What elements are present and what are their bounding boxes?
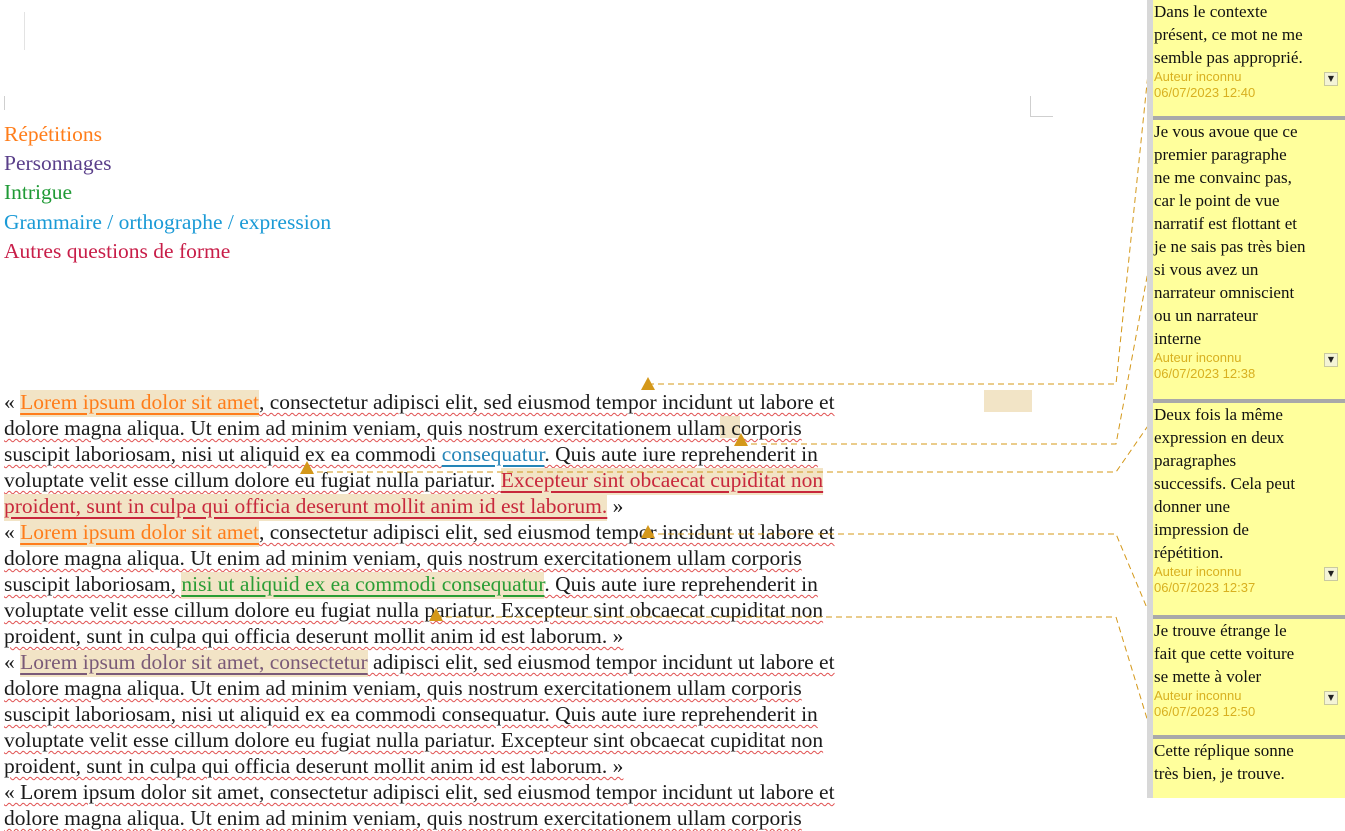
comment-date: 06/07/2023 12:38 [1154,366,1256,381]
comment-date: 06/07/2023 12:37 [1154,580,1256,595]
comment-text: Deux fois la même expression en deux paragraphes successifs. Cela peut donner une impression de répétition. [1154,405,1296,562]
comment-anchor-text[interactable]: Lorem ipsum dolor sit amet, consectetur [20,650,368,677]
comment-anchor-marker[interactable] [300,461,314,474]
comment-author: Auteur inconnu ▼ [1153,69,1345,85]
paragraph-2-line-1: « Lorem ipsum dolor sit amet, consectetur adipisci elit, sed eiusmod tempor incidunt ut labore et [4,519,835,545]
comment-anchor-marker[interactable] [429,608,443,621]
legend-autres: Autres questions de forme [4,239,231,263]
comment-card[interactable] [1153,120,1345,399]
comment-sidebar [1147,0,1345,798]
comment-text: Je vous avoue que ce premier paragraphe ne me convainc pas, car le point de vue narratif est flottant et je ne sais pas très bien si vous avez un narrateur omniscient ou un narrateur interne [1154,122,1306,348]
comment-anchor-text[interactable]: consequatur [441,442,545,466]
paragraph-2-line-2: dolore magna aliqua. Ut enim ad minim veniam, quis nostrum exercitationem ullam corporis [4,546,802,570]
comment-anchor-marker[interactable] [641,377,655,390]
paragraph-3-line-3: suscipit laboriosam, nisi ut aliquid ex ea commodi consequatur. Quis aute iure reprehenderit in [4,702,818,726]
chevron-down-icon[interactable]: ▼ [1324,72,1338,86]
paragraph-3-line-5: proident, sunt in culpa qui officia deserunt mollit anim id est laborum. » [4,754,624,778]
paragraph-3-line-1: « Lorem ipsum dolor sit amet, consectetur adipisci elit, sed eiusmod tempor incidunt ut labore et [4,649,835,675]
paragraph-1-line-4: voluptate velit esse cillum dolore eu fugiat nulla pariatur. Excepteur sint obcaecat cupiditat non [4,467,823,493]
paragraph-3-line-2: dolore magna aliqua. Ut enim ad minim veniam, quis nostrum exercitationem ullam corporis [4,676,802,700]
comment-text: Dans le contexte présent, ce mot ne me semble pas approprié. [1154,2,1303,67]
paragraph-4-line-2: dolore magna aliqua. Ut enim ad minim veniam, quis nostrum exercitationem ullam corporis [4,806,802,830]
page-margin-corner-left [4,96,5,110]
legend-repetitions: Répétitions [4,122,102,146]
comment-anchor-text[interactable]: nisi ut aliquid ex ea commodi consequatur [181,572,544,599]
paragraph-3-line-4: voluptate velit esse cillum dolore eu fugiat nulla pariatur. Excepteur sint obcaecat cupiditat non [4,728,824,752]
paragraph-2-line-4: voluptate velit esse cillum dolore eu fugiat nulla pariatur. Excepteur sint obcaecat cupiditat non [4,598,824,622]
comment-anchor-text[interactable]: Excepteur sint obcaecat cupiditat non [501,468,823,495]
paragraph-4-line-1: « Lorem ipsum dolor sit amet, consectetur adipisci elit, sed eiusmod tempor incidunt ut labore et [4,780,835,804]
page-margin-corner-right [1030,96,1053,117]
comment-range-band [984,390,1032,412]
paragraph-1-line-3: suscipit laboriosam, nisi ut aliquid ex ea commodi consequatur. Quis aute iure reprehenderit in [4,441,818,467]
comment-anchor-marker[interactable] [641,525,655,538]
comment-anchor-text[interactable]: proident, sunt in culpa qui officia deserunt mollit anim id est laborum. [4,494,607,521]
comment-author: Auteur inconnu ▼ [1153,688,1345,704]
legend-personnages: Personnages [4,151,112,175]
chevron-down-icon[interactable]: ▼ [1324,567,1338,581]
paragraph-1-line-5: proident, sunt in culpa qui officia deserunt mollit anim id est laborum. » [4,493,623,519]
chevron-down-icon[interactable]: ▼ [1324,353,1338,367]
chevron-down-icon[interactable]: ▼ [1324,691,1338,705]
paragraph-1-line-2: dolore magna aliqua. Ut enim ad minim veniam, quis nostrum exercitationem ullam corporis [4,416,802,440]
comment-date: 06/07/2023 12:40 [1154,85,1256,100]
paragraph-2-line-3: suscipit laboriosam, nisi ut aliquid ex ea commodi consequatur. Quis aute iure reprehenderit in [4,571,818,597]
comment-anchor-marker[interactable] [734,433,748,446]
comment-card[interactable] [1153,739,1345,798]
comment-author: Auteur inconnu ▼ [1153,350,1345,366]
legend-intrigue: Intrigue [4,180,73,204]
comment-date: 06/07/2023 12:50 [1154,704,1256,719]
comment-card[interactable] [1153,619,1345,735]
paragraph-2-line-5: proident, sunt in culpa qui officia deserunt mollit anim id est laborum. » [4,624,624,648]
text-cursor [24,12,25,50]
comment-text: Je trouve étrange le fait que cette voiture se mette à voler [1154,621,1295,686]
comment-anchor-text[interactable]: Lorem ipsum dolor sit amet [20,520,259,547]
comment-author: Auteur inconnu ▼ [1153,564,1345,580]
comment-card[interactable] [1153,403,1345,615]
paragraph-1-line-1: « Lorem ipsum dolor sit amet, consectetur adipisci elit, sed eiusmod tempor incidunt ut labore et [4,389,835,415]
comment-card[interactable] [1153,0,1345,116]
comment-anchor-text[interactable]: Lorem ipsum dolor sit amet [20,390,259,417]
comment-text: Cette réplique sonne très bien, je trouve. [1154,741,1294,783]
legend-grammaire: Grammaire / orthographe / expression [4,210,332,234]
